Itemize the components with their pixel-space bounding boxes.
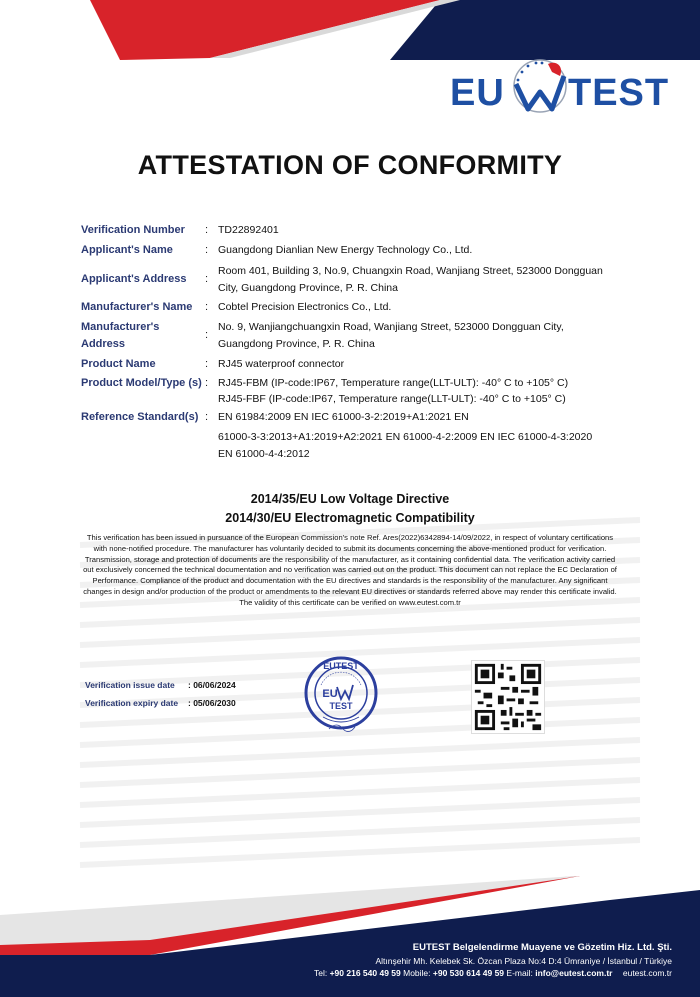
- colon: :: [205, 358, 209, 370]
- colon: :: [205, 377, 209, 389]
- manufacturer-name-value: Cobtel Precision Electronics Co., Ltd.: [218, 301, 392, 313]
- manufacturer-name-label: Manufacturer's Name: [81, 301, 193, 313]
- expiry-date-value: : 05/06/2030: [188, 698, 236, 708]
- tel-label: Tel:: [313, 968, 328, 978]
- applicant-name-label: Applicant's Name: [81, 244, 173, 256]
- applicant-address-line-2: City, Guangdong Province, P. R. China: [218, 282, 398, 294]
- manufacturer-address-label-line-1: Manufacturer's: [81, 321, 160, 333]
- reference-standards-line-3: EN 61000-4-4:2012: [218, 448, 310, 460]
- logo-emblem-icon: [508, 54, 572, 118]
- applicant-address-line-1: Room 401, Building 3, No.9, Chuangxin Road, Wanjiang Street, 523000 Dongguan: [218, 265, 603, 277]
- issue-date-value: : 06/06/2024: [188, 680, 236, 690]
- product-name-value: RJ45 waterproof connector: [218, 358, 345, 370]
- legal-statement: This verification has been issued in pursuance of the European Commission's note Ref. Ares(2022)6342894-14/09/2022, in respect of voluntary certifications with none-notified procedure. The manufacturer has voluntarily decided to submit its documents concerning the above-mentioned product for verification. Transmission, storage and protection of documents are the responsibility of the manufacturer, as it containing confidential data. The verification activity carried out exclusively concerned the technical documentation and no verification was carried out on the product. This document can not replace the EC Declaration of Performance. Compliance of the product and documentation with the EU directives and standards is the responsibility of the manufacturer. Any significant changes in design and/or production of the product or amendments to the relevant EU directives or standards referred above may render this certificate invalid. The validity of this certificate can be verified on www.eutest.com.tr: [83, 533, 617, 607]
- expiry-date-label: Verification expiry date: [85, 698, 179, 708]
- product-model-label: Product Model/Type (s): [81, 377, 202, 389]
- manufacturer-address-line-2: Guangdong Province, P. R. China: [218, 338, 375, 350]
- directive-emc: 2014/30/EU Electromagnetic Compatibility: [225, 511, 475, 525]
- reference-standards-line-1: EN 61984:2009 EN IEC 61000-3-2:2019+A1:2021 EN: [218, 411, 469, 423]
- applicant-name-value: Guangdong Dianlian New Energy Technology Co., Ltd.: [218, 244, 473, 256]
- colon: :: [205, 411, 209, 423]
- logo-eu-text: EU: [450, 72, 505, 114]
- stamp-eu-text: EU: [322, 688, 338, 700]
- eutest-logo: [450, 52, 670, 122]
- website-link[interactable]: eutest.com.tr: [622, 968, 672, 978]
- reference-standards-line-2: 61000-3-3:2013+A1:2019+A2:2021 EN 61000-4-2:2009 EN IEC 61000-4-3:2020: [218, 431, 593, 443]
- verification-number-label: Verification Number: [81, 224, 185, 236]
- applicant-address-label: Applicant's Address: [81, 273, 187, 285]
- product-model-line-1: RJ45-FBM (IP-code:IP67, Temperature range(LLT-ULT): -40° C to +105° C): [218, 377, 569, 389]
- manufacturer-address-label-line-2: Address: [81, 338, 126, 350]
- issue-date-label: Verification issue date: [85, 680, 175, 690]
- footer-address: Altınşehir Mh. Kelebek Sk. Özcan Plaza No:4 D:4 Ümraniye / İstanbul / Türkiye: [375, 956, 672, 966]
- product-name-label: Product Name: [81, 358, 156, 370]
- colon: :: [205, 273, 209, 285]
- colon: :: [205, 224, 209, 236]
- top-navy-stripe: [390, 0, 700, 60]
- reference-standards-label: Reference Standard(s): [81, 411, 199, 423]
- mobile-label: Mobile:: [403, 968, 431, 978]
- verification-number-value: TD22892401: [218, 224, 279, 236]
- manufacturer-address-line-1: No. 9, Wanjiangchuangxin Road, Wanjiang Street, 523000 Dongguan City,: [218, 321, 564, 333]
- tel-value[interactable]: +90 216 540 49 59: [329, 968, 401, 978]
- footer-company-name: EUTEST Belgelendirme Muayene ve Gözetim Hiz. Ltd. Şti.: [412, 942, 672, 953]
- directive-low-voltage: 2014/35/EU Low Voltage Directive: [250, 492, 450, 506]
- top-red-stripe: [90, 0, 440, 60]
- colon: :: [205, 301, 209, 313]
- stamp-top-text: EUTEST: [323, 661, 359, 671]
- email-link[interactable]: info@eutest.com.tr: [535, 968, 613, 978]
- colon: :: [205, 329, 209, 341]
- email-label: E-mail:: [506, 968, 533, 978]
- mobile-value[interactable]: +90 530 614 49 59: [432, 968, 505, 978]
- qr-code-icon: [472, 661, 544, 733]
- verification-qr-code[interactable]: [471, 660, 545, 734]
- product-model-line-2: RJ45-FBF (IP-code:IP67, Temperature range(LLT-ULT): -40° C to +105° C): [218, 393, 566, 405]
- colon: :: [205, 244, 209, 256]
- logo-test-text: TEST: [568, 72, 670, 114]
- official-seal-stamp: [303, 655, 379, 735]
- stamp-test-text: TEST: [329, 701, 353, 711]
- footer-contact: [314, 968, 672, 978]
- page-title: ATTESTATION OF CONFORMITY: [137, 150, 563, 180]
